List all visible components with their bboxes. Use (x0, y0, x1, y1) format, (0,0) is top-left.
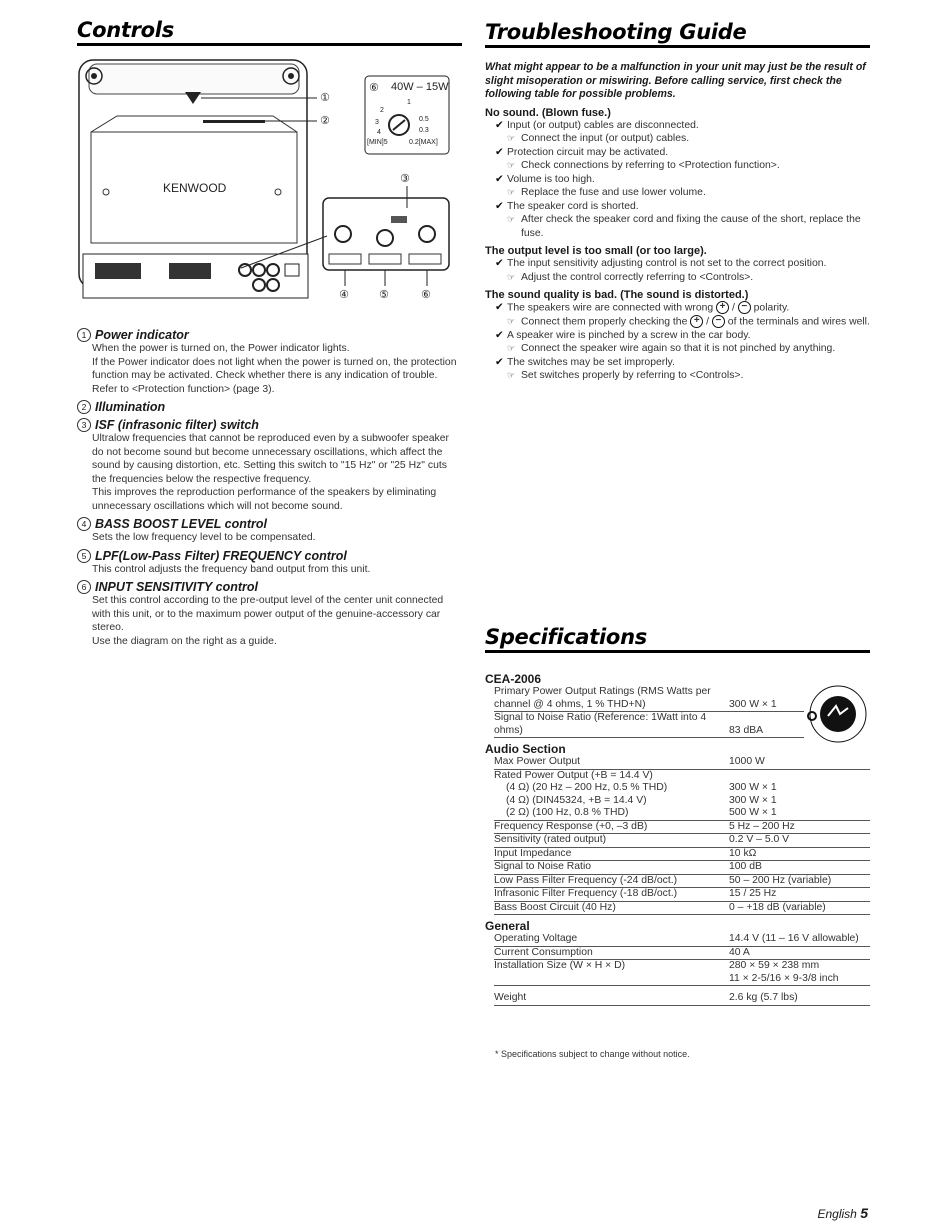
fix-item (485, 159, 870, 173)
control-item-lpf (77, 549, 462, 577)
cause-item (485, 356, 870, 370)
item-text: When the power is turned on, the Power indicator lights. If the Power indicator does not light when the power is turned on, the protection function may be activated. Check whether there is any indication of trouble. Refer to <Protection function> (page 3). (92, 343, 457, 395)
spec-value: 300 W × 1 (729, 782, 777, 793)
spec-row (494, 933, 870, 947)
pointing-hand-icon: ☞ (507, 133, 516, 143)
spec-value: 5 Hz – 200 Hz (729, 820, 795, 832)
minus-icon: − (738, 301, 751, 314)
cause-text: The switches may be set improperly. (507, 356, 675, 368)
pointing-hand-icon: ☞ (507, 214, 516, 224)
scale-2: 2 (380, 107, 384, 114)
spec-row (494, 821, 870, 835)
pointing-hand-icon: ☞ (507, 187, 516, 197)
spec-row (494, 902, 870, 916)
amplifier-diagram (77, 58, 462, 318)
fix-text: Adjust the control correctly referring to <Controls>. (521, 271, 754, 283)
specifications-title: Specifications (485, 625, 870, 653)
item-text: Ultralow frequencies that cannot be reproduced even by a subwoofer speaker do not become sound but become unnecessary oscillations, which affect the sound by causing distortion, etc. Setting this switch to "15 Hz" or "25 Hz" cuts the frequencies below the respective frequency. This improves the reproduction performance of the speakers by eliminating unnecessary oscillations which will not become sound. (92, 433, 449, 512)
check-icon: ✔ (495, 200, 504, 212)
item-title: Illumination (95, 400, 166, 414)
item-text: Set this control according to the pre-output level of the center unit connected with this unit, or to the maximum power output of the genuine-accessory car stereo. Use the diagram on the right as a guide. (92, 595, 444, 647)
control-item-illumination (77, 400, 462, 414)
power-range-label: 40W – 15W (391, 81, 449, 93)
spec-key: (2 Ω) (100 Hz, 0.8 % THD) (506, 807, 629, 818)
item-number: 4 (77, 517, 91, 531)
spec-row (494, 947, 870, 961)
troubleshooting-title: Troubleshooting Guide (485, 20, 870, 48)
check-icon: ✔ (495, 356, 504, 368)
pointing-hand-icon: ☞ (507, 343, 516, 353)
spec-key: (4 Ω) (DIN45324, +B = 14.4 V) (506, 794, 647, 806)
page-number: 5 (860, 1205, 868, 1221)
callout-6: ⑥ (421, 289, 431, 301)
specifications-table (485, 668, 870, 1006)
check-icon: ✔ (495, 173, 504, 185)
callout-3: ③ (400, 173, 410, 185)
spec-row (494, 782, 870, 795)
pointing-hand-icon: ☞ (507, 370, 516, 380)
spec-key: Bass Boost Circuit (40 Hz) (494, 901, 616, 913)
spec-row (494, 861, 870, 875)
fix-text: Set switches properly by referring to <Controls>. (521, 370, 744, 381)
spec-group-title: Audio Section (485, 742, 566, 756)
item-title: ISF (infrasonic filter) switch (95, 418, 259, 432)
spec-value: 280 × 59 × 238 mm 11 × 2-5/16 × 9-3/8 inch (729, 960, 839, 984)
fix-text: Connect them properly checking the (521, 316, 688, 327)
fix-item (485, 132, 870, 146)
cause-text: Protection circuit may be activated. (507, 146, 669, 158)
cause-item (485, 200, 870, 214)
spec-value: 40 A (729, 946, 750, 958)
spec-row (494, 834, 870, 848)
check-icon: ✔ (495, 258, 504, 269)
callout-6-top: ⑥ (369, 82, 379, 94)
cause-item (485, 146, 870, 160)
amplifier-illustration (77, 58, 462, 318)
scale-1: 1 (407, 99, 411, 106)
pointing-hand-icon: ☞ (507, 315, 516, 326)
specifications-header (485, 625, 870, 653)
spec-footnote: * Specifications subject to change without notice. (495, 1049, 690, 1059)
problem-heading: The output level is too small (or too large). (485, 245, 707, 257)
item-title: Power indicator (95, 328, 189, 342)
item-number: 1 (77, 328, 91, 342)
cause-text-tail: polarity. (753, 302, 790, 314)
cause-text: The input sensitivity adjusting control is not set to the correct position. (507, 258, 827, 269)
spec-key: Installation Size (W × H × D) (494, 960, 626, 971)
cause-item (485, 119, 870, 133)
spec-row (494, 795, 870, 808)
fix-item (485, 342, 870, 356)
pointing-hand-icon: ☞ (507, 160, 516, 170)
problem-heading: The sound quality is bad. (The sound is distorted.) (485, 289, 749, 301)
control-item-isf (77, 418, 462, 513)
pointing-hand-icon: ☞ (507, 271, 516, 282)
cause-item (485, 329, 870, 343)
troubleshooting-section (485, 20, 870, 383)
fix-item (485, 186, 870, 200)
callout-2: ② (320, 115, 330, 127)
spec-group-title: General (485, 919, 530, 933)
spec-value: 100 dB (729, 861, 762, 872)
item-number: 2 (77, 400, 91, 414)
item-title: BASS BOOST LEVEL control (95, 517, 268, 531)
controls-section (77, 18, 462, 648)
spec-value: 2.6 kg (5.7 lbs) (729, 992, 798, 1003)
plus-icon: + (690, 315, 703, 328)
callout-5: ⑤ (379, 289, 389, 301)
spec-row (494, 992, 870, 1006)
spec-group-title: CEA-2006 (485, 672, 542, 686)
spec-value: 0 – +18 dB (variable) (729, 901, 826, 913)
spec-row (494, 960, 870, 986)
item-text: This control adjusts the frequency band output from this unit. (92, 563, 371, 575)
spec-key: Rated Power Output (+B = 14.4 V) (494, 769, 653, 781)
problem-heading: No sound. (Blown fuse.) (485, 106, 611, 119)
spec-row (494, 875, 870, 889)
cause-text: The speakers wire are connected with wrong (507, 302, 714, 314)
spec-row (494, 888, 870, 902)
fix-text: Connect the input (or output) cables. (521, 133, 690, 144)
cause-text: The speaker cord is shorted. (507, 200, 639, 212)
item-number: 3 (77, 418, 91, 432)
spec-row (494, 770, 870, 783)
control-item-bass-boost (77, 517, 462, 545)
fix-text-tail: of the terminals and wires well. (727, 316, 870, 327)
scale-min: [MIN]5 (367, 139, 388, 146)
spec-value: 1000 W (729, 756, 765, 767)
brand-label: KENWOOD (163, 181, 227, 195)
spec-key: Input Impedance (494, 847, 572, 859)
spec-value: 14.4 V (11 – 16 V allowable) (729, 933, 859, 944)
plus-icon: + (716, 301, 729, 314)
minus-icon: − (712, 315, 725, 328)
spec-key: (4 Ω) (20 Hz – 200 Hz, 0.5 % THD) (506, 782, 668, 793)
spec-row (494, 712, 804, 738)
scale-05: 0.5 (419, 116, 429, 123)
page-footer (818, 1205, 869, 1221)
cause-item (485, 173, 870, 187)
scale-4: 4 (377, 129, 381, 136)
spec-value: 300 W × 1 (729, 794, 777, 806)
check-icon: ✔ (495, 329, 504, 341)
spec-value: 15 / 25 Hz (729, 888, 777, 899)
check-icon: ✔ (495, 302, 504, 313)
spec-key: Weight (494, 992, 527, 1003)
fix-text: Connect the speaker wire again so that it is not pinched by anything. (521, 343, 836, 354)
cause-text: Volume is too high. (507, 173, 595, 185)
spec-row (494, 807, 870, 821)
fix-item: ☞ Connect them properly checking the + / − of the terminals and wires well. (507, 314, 870, 327)
spec-key: Low Pass Filter Frequency (-24 dB/oct.) (494, 874, 678, 886)
item-title: INPUT SENSITIVITY control (95, 580, 258, 594)
troubleshooting-intro: What might appear to be a malfunction in your unit may just be the result of slight misoperation or miswiring. Before calling service, first check the following table for possible problems. (485, 61, 866, 100)
spec-value: 500 W × 1 (729, 807, 777, 818)
check-icon: ✔ (495, 119, 504, 131)
scale-max: 0.2[MAX] (409, 139, 438, 146)
cause-text: A speaker wire is pinched by a screw in the car body. (507, 329, 751, 341)
fix-item (485, 213, 870, 240)
cause-item: ✔ The speakers wire are connected with wrong + / − polarity. (495, 301, 790, 314)
cause-item (485, 257, 870, 271)
spec-value: 10 kΩ (729, 847, 757, 859)
spec-key: Sensitivity (rated output) (494, 834, 607, 845)
spec-value: 0.2 V – 5.0 V (729, 834, 790, 845)
spec-key: Frequency Response (+0, –3 dB) (494, 820, 648, 832)
spec-key: Operating Voltage (494, 933, 578, 944)
spec-key: Infrasonic Filter Frequency (-18 dB/oct.) (494, 888, 678, 899)
callout-4: ④ (339, 289, 349, 301)
item-text: Sets the low frequency level to be compensated. (92, 532, 316, 543)
fix-text: Check connections by referring to <Protection function>. (521, 160, 780, 171)
controls-list (77, 328, 462, 648)
spec-value: 83 dBA (729, 725, 804, 739)
check-icon: ✔ (495, 146, 504, 158)
spec-key: Max Power Output (494, 756, 581, 767)
fix-item (485, 369, 870, 383)
cea-2006-compliance-badge (806, 682, 870, 746)
scale-03: 0.3 (419, 127, 429, 134)
control-item-power (77, 328, 462, 396)
language-label: English (817, 1207, 857, 1221)
spec-row (494, 848, 870, 862)
fix-text: After check the speaker cord and fixing the cause of the short, replace the fuse. (521, 214, 861, 239)
spec-key: Current Consumption (494, 946, 593, 958)
spec-value (729, 770, 870, 783)
fix-text: Replace the fuse and use lower volume. (521, 187, 706, 198)
item-number: 6 (77, 580, 91, 594)
controls-title: Controls (77, 18, 462, 46)
spec-value: 300 W × 1 (729, 699, 804, 713)
spec-row (494, 686, 804, 712)
control-item-input-sensitivity (77, 580, 462, 648)
cause-text: Input (or output) cables are disconnected. (507, 119, 699, 131)
item-number: 5 (77, 549, 91, 563)
spec-key: Signal to Noise Ratio (Reference: 1Watt into 4 ohms) (494, 712, 729, 738)
spec-value: 50 – 200 Hz (variable) (729, 874, 832, 886)
spec-key: Primary Power Output Ratings (RMS Watts per channel @ 4 ohms, 1 % THD+N) (494, 686, 729, 712)
item-title: LPF(Low-Pass Filter) FREQUENCY control (95, 548, 347, 563)
scale-3: 3 (375, 119, 379, 126)
callout-1: ① (320, 92, 330, 104)
spec-key: Signal to Noise Ratio (494, 861, 592, 872)
fix-item (485, 271, 870, 285)
spec-row (494, 756, 870, 770)
